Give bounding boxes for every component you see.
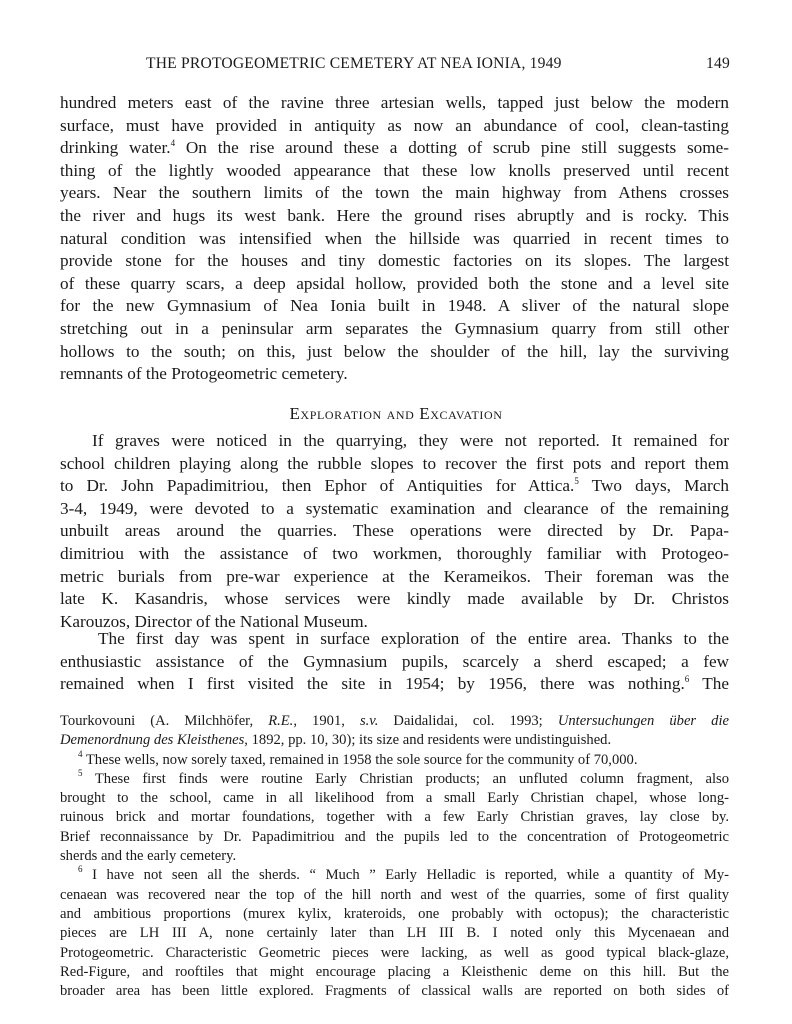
text-line: the river and hugs its west bank. Here the ground rises abruptly and is rocky. This	[60, 205, 729, 225]
text-line: to Dr. John Papadimitriou, then Ephor of Antiquities for Attica.$^5$ Two days, March	[60, 476, 729, 496]
text-line: surface, must have provided in antiquity as now an abundance of cool, clean-tasting	[60, 115, 729, 135]
text-line: metric burials from pre-war experience at the Kerameikos. Their foreman was the	[60, 566, 729, 586]
running-header	[60, 55, 730, 79]
text-line: for the new Gymnasium of Nea Ionia built in 1948. A sliver of the natural slope	[60, 296, 729, 316]
footnote-6-line: broader area has been little explored. Fragments of classical walls are reported on both sides of	[60, 983, 729, 1000]
footnote-6-line: Red-Figure, and rooftiles that might encourage placing a Kleisthenic deme on this hill. But the	[60, 963, 729, 980]
footnotes	[60, 712, 729, 1001]
footnote-6: $^6$ I have not seen all the sherds. “ Much ” Early Helladic is reported, while a quantity of My-	[78, 864, 729, 884]
footnote-5-line: ruinous brick and mortar foundations, together with a few Early Christian graves, lay close by.	[60, 809, 729, 826]
text-line: late K. Kasandris, whose services were kindly made available by Dr. Christos	[60, 589, 729, 609]
text-line: remained when I first visited the site in 1954; by 1956, there was nothing.$^6$ The	[60, 674, 729, 694]
text-line: hollows to the south; on this, just below the shoulder of the hill, lay the surviving	[60, 341, 729, 361]
footnote-6-line: pieces are LH III A, none certainly later than LH III B. I noted only this Mycenaean and	[60, 925, 729, 942]
page-number: 149	[706, 55, 730, 72]
text-line: of these quarry scars, a deep apsidal hollow, provided both the stone and a level site	[60, 273, 729, 293]
section-heading: Exploration and Excavation	[289, 404, 503, 423]
footnote-continuation: Tourkovouni (A. Milchhöfer, R.E., 1901, s.v. Daidalidai, col. 1993; Untersuchungen über die	[60, 713, 730, 729]
text-line: 3-4, 1949, were devoted to a systematic examination and clearance of the remaining	[60, 498, 729, 518]
footnote-ref-4[interactable]: 4	[170, 138, 176, 149]
text-line: school children playing along the rubble slopes to recover the first pots and report them	[60, 453, 729, 473]
footnote-6-line: cenaean was recovered near the top of the hill north and west of the quarries, some of first quality	[60, 886, 729, 903]
footnote-ref-5[interactable]: 5	[574, 476, 579, 487]
text-line: thing of the lightly wooded appearance that these low knolls preserved until recent	[60, 160, 729, 180]
text-line: dimitriou with the assistance of two workmen, thoroughly familiar with Protogeo-	[60, 543, 729, 563]
text-line: unbuilt areas around the quarries. These operations were directed by Dr. Papa-	[60, 521, 729, 541]
footnote-5: $^5$ These first finds were routine Early Christian products; an unfluted column fragment, also	[78, 767, 729, 787]
footnote-continuation: Demenordnung des Kleisthenes, 1892, pp. 10, 30); its size and residents were undistinguished.	[60, 732, 612, 749]
text-line: If graves were noticed in the quarrying, they were not reported. It remained for	[92, 431, 729, 450]
footnote-6-line: Protogeometric. Characteristic Geometric pieces were lacking, as well as good typical black-glaze,	[60, 944, 729, 961]
text-line: Karouzos, Director of the National Museum.	[60, 611, 368, 631]
footnote-6-line: and ambitious proportions (murex kylix, krateroids, one probably with octopus); the characteristic	[60, 905, 729, 922]
text-line: provide stone for the houses and tiny domestic factories on its slopes. The largest	[60, 251, 729, 271]
text-line: The first day was spent in surface exploration of the entire area. Thanks to the	[98, 629, 729, 648]
paragraph-2	[60, 430, 729, 633]
text-line: stretching out in a peninsular arm separates the Gymnasium quarry from still other	[60, 318, 729, 338]
text-line: enthusiastic assistance of the Gymnasium pupils, scarcely a sherd escaped; a few	[60, 651, 729, 671]
footnote-4: $^4$ These wells, now sorely taxed, remained in 1958 the sole source for the community of 70,000.	[78, 748, 638, 768]
paragraph-1	[60, 92, 729, 386]
text-line: remnants of the Protogeometric cemetery.	[60, 364, 348, 384]
running-title: THE PROTOGEOMETRIC CEMETERY AT NEA IONIA, 1949	[146, 55, 562, 72]
footnote-5-line: sherds and the early cemetery.	[60, 848, 237, 865]
text-line: years. Near the southern limits of the town the main highway from Athens crosses	[60, 183, 729, 203]
footnote-5-line: brought to the school, came in all likelihood from a small Early Christian chapel, whose long-	[60, 790, 729, 807]
paragraph-3	[60, 628, 729, 696]
text-line: drinking water.$^4$ On the rise around these a dotting of scrub pine still suggests some-	[60, 138, 729, 158]
footnote-ref-6[interactable]: 6	[684, 674, 690, 685]
text-line: natural condition was intensified when the hillside was quarried in recent times to	[60, 228, 729, 248]
text-line: hundred meters east of the ravine three artesian wells, tapped just below the modern	[60, 93, 729, 112]
footnote-5-line: Brief reconnaissance by Dr. Papadimitriou and the pupils led to the concentration of Protogeometric	[60, 828, 729, 845]
